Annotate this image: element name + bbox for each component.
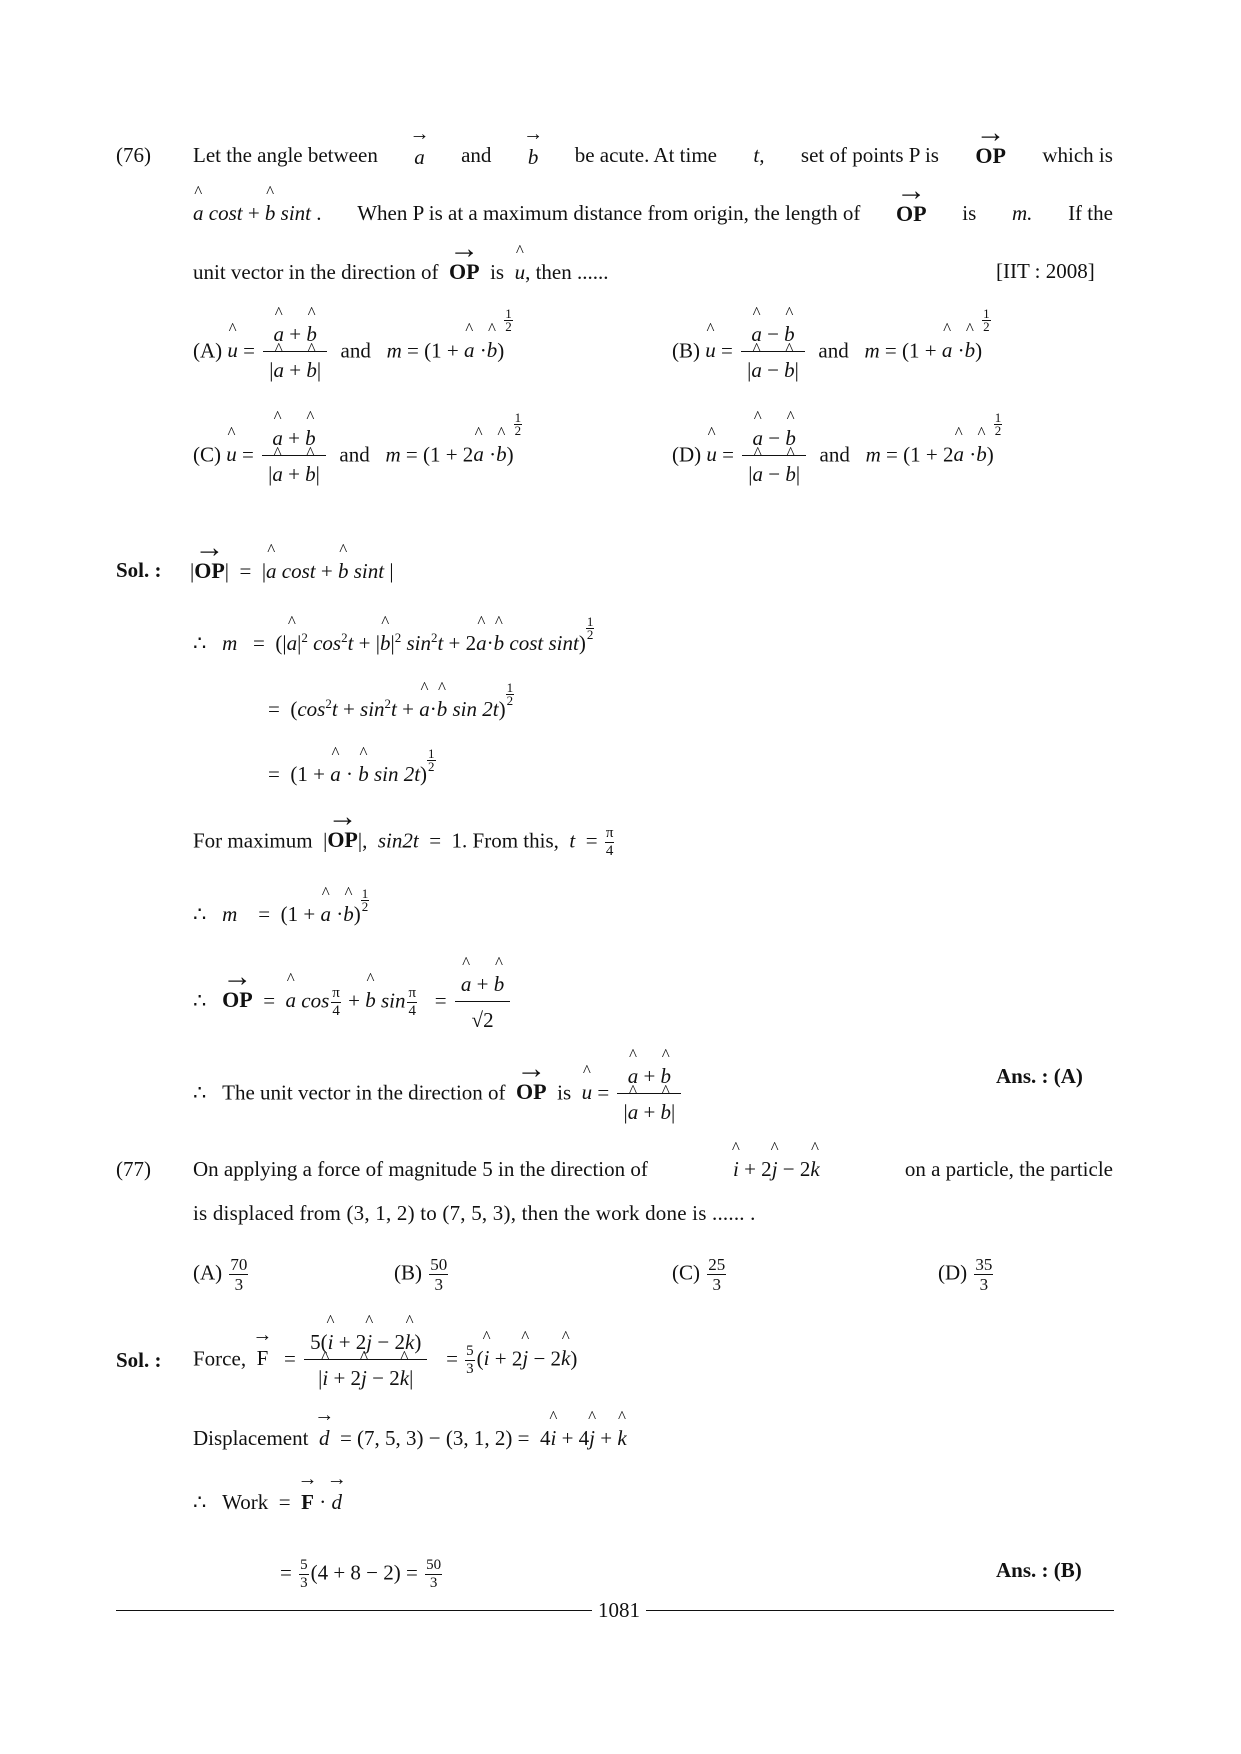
q77-text: on a particle, the particle [904,1157,1113,1181]
q77-line-2: is displaced from (3, 1, 2) to (7, 5, 3), then the work done is ...... . [193,1201,756,1225]
q76-line-3 [193,259,609,285]
sol-text: = (7, 5, 3) − (3, 1, 2) = [339,1426,530,1450]
q76-line-2 [193,201,1113,227]
vec-a: → a [414,143,425,170]
q77-line-1 [193,1157,1113,1182]
expr: ^ a cost + ^ b sint . [193,201,322,227]
u-hat: ^ u [515,260,526,285]
q76-line-1 [193,143,1113,170]
sol76-line-7: ∴ → OP = ^ a cos $\frac{\pi}{4}$ + ^ b sin $\frac{\pi}{4}$ = ^ $\frac{a + \^{} b}{√2}$ [193,972,513,1033]
and-text: and [819,442,850,467]
q77-number: (77) [116,1157,151,1181]
sol76-label: Sol. : [116,558,162,582]
q77-option-b: (B) $\frac{50}{3}$ [394,1255,448,1294]
and-text: and [340,338,371,363]
option-label: (D) [672,442,702,467]
sol-text: The unit vector in the direction of [222,1080,506,1105]
sol-text: For maximum [193,828,313,853]
q76-text: Let the angle between [193,143,378,167]
q76-source: [IIT : 2008] [996,259,1095,283]
sol77-work: ∴ Work = → F · → d [193,1488,342,1515]
q76-text: When P is at a maximum distance from origin, the length of [357,201,861,225]
sol76-answer: Ans. : (A) [996,1064,1083,1088]
vec-op: → OP [975,143,1006,170]
m-var: m. [1011,201,1033,225]
q76-text: set of points P is [800,143,939,167]
sol77-force: Force, → F = $\frac{5(\^{} i + 2\^{} j - 2\^{} k)}{|\^{} i + 2\^{} j - 2\^{} k|}$ = $\frac{5}{3}$ (^ i + 2^ j − 2^ k) [193,1330,577,1391]
sol-text: is [557,1080,572,1105]
direction-vector: ^ i + 2^ j − 2^ k [733,1157,820,1182]
time-t: t, [753,143,765,167]
q76-text: and [461,143,492,167]
sol77-displacement: Displacement → d = (7, 5, 3) − (3, 1, 2) = 4^ i + 4^ j + ^ k [193,1424,627,1451]
sol77-answer: Ans. : (B) [996,1558,1082,1582]
sol77-final: = $\frac{5}{3}$ (4 + 8 − 2) = $\frac{50}{3}$ [280,1557,442,1591]
footer-rule-left [116,1610,592,1611]
sol-text: From this, [472,828,559,853]
sol-text: (4 + 8 − 2) = [310,1560,418,1585]
q76-option-a: (A) ^ u = ^ $\frac{a + \^{} b}{|\^{} a + \^{} b|}$ and m = (1 + ^ a ·^ b) $\frac{1}{2}$ [193,322,513,383]
and-text: and [818,338,849,363]
q76-text: , then ...... [525,260,609,284]
footer-rule-right [646,1610,1114,1611]
sol77-label: Sol. : [116,1348,162,1372]
sol-text: Force, [193,1346,247,1371]
q76-text: which is [1042,143,1113,167]
vec-b: → b [528,143,539,170]
sol76-line-1: |→ OP| = |^ a cost + ^ b sint | [190,558,394,584]
sol-text: Displacement [193,1426,309,1450]
sol76-conclusion: ∴ The unit vector in the direction of → OP is ^ u = ^ $\frac{a + \^{} b}{|\^{} a + \^{} b|}$ [193,1064,684,1125]
q76-text: unit vector in the direction of [193,260,439,284]
q76-text: be acute. At time [574,143,718,167]
and-text: and [339,442,370,467]
q76-option-b: (B) ^ u = ^ $\frac{a - \^{} b}{|\^{} a - \^{} b|}$ and m = (1 + ^ a ·^ b) $\frac{1}{2}$ [672,322,991,383]
vec-op: → OP [449,259,480,285]
q76-option-d: (D) ^ u = ^ $\frac{a - \^{} b}{|\^{} a - \^{} b|}$ and m = (1 + 2^ a ·^ b) $\frac{1}{2}$ [672,426,1002,487]
sol76-line-3: = ($\cos^2t + \sin^2t$ + ^ a·^ b sin 2t) $\frac{1}{2}$ [268,696,514,722]
sol-text: Work [222,1490,269,1514]
q76-text: is [962,201,977,225]
vec-op: → OP [896,201,927,227]
page-number: 1081 [598,1598,640,1622]
q77-option-a: (A) $\frac{70}{3}$ [193,1255,248,1294]
sol76-line-5: For maximum |→ OP|, sin2t = 1. From this, t = $\frac{\pi}{4}$ [193,826,616,859]
option-label: (C) [193,442,221,467]
sol76-line-4: = (1 + ^ a · ^ b sin 2t) $\frac{1}{2}$ [268,762,436,787]
q76-text: If the [1068,201,1113,225]
sol76-line-6: ∴ m = (1 + ^ a ·^ b) $\frac{1}{2}$ [193,902,369,927]
option-label: (A) [193,338,223,363]
q76-number: (76) [116,143,151,167]
sol76-line-2: ∴ m = (|^ $a|^2$ $\cos^2t$ + |^ $b|^2$ $\sin^2t$ + 2^ a·^ b cost sint) $\frac{1}{2}$ [193,630,594,656]
q77-text: On applying a force of magnitude 5 in the direction of [193,1157,648,1181]
q76-text: is [490,260,505,284]
q77-option-c: (C) $\frac{25}{3}$ [672,1255,726,1294]
q77-option-d: (D) $\frac{35}{3}$ [938,1255,993,1294]
option-label: (B) [672,338,700,363]
q76-option-c: (C) ^ u = ^ $\frac{a + \^{} b}{|\^{} a + \^{} b|}$ and m = (1 + 2^ a ·^ b) $\frac{1}{2}$ [193,426,522,487]
